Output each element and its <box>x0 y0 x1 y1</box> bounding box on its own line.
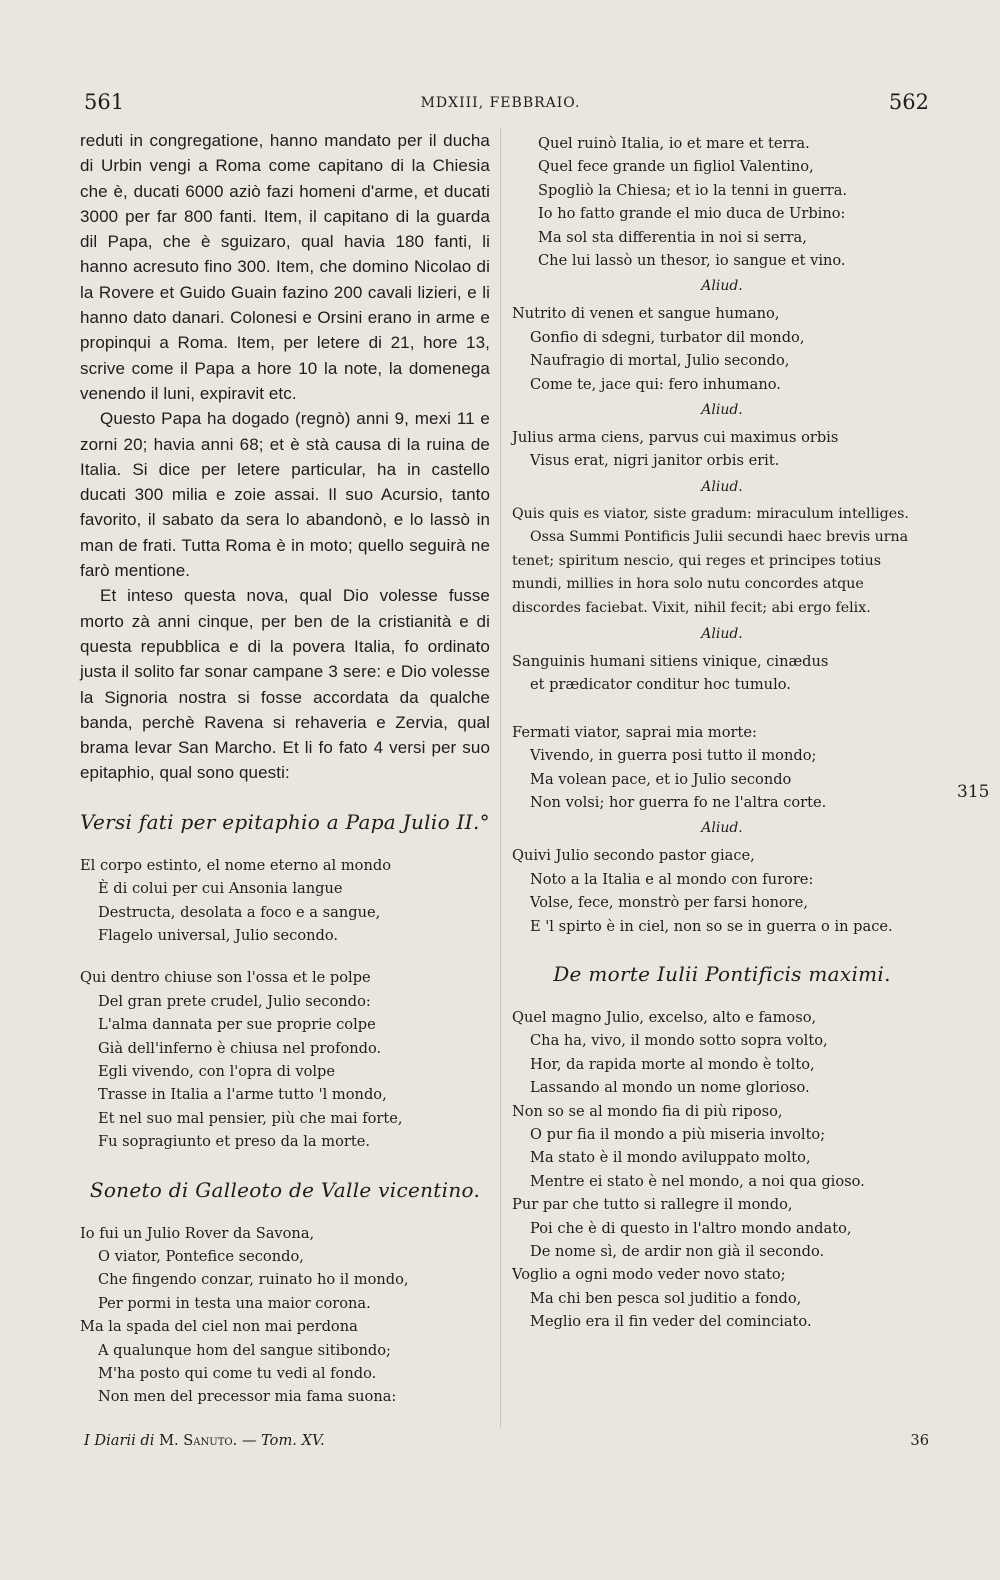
running-title: MDXIII, FEBBRAIO. <box>420 95 581 111</box>
paragraph-1: reduti in congregatione, hanno mandato per il ducha di Urbin vengi a Roma come capitano di la Chiesia che è, ducati 6000 aziò fazi homeni d'arme, et ducati 3000 per far 800 fanti. Item, il capitano di la guarda dil Papa, che è sguizaro, qual havia 180 fanti, li hanno acresuto fino 300. Item, che domino Nicolao di la Rovere et Guido Guain fazino 200 cavali lizieri, e li hanno dato danari. Colonesi e Orsini erano in arme e propinqui a Roma. Item, per letere di 21, hore 13, scrive come il Papa a hore 10 la note, la domenega venendo il luni, expiravit etc. <box>80 131 490 403</box>
verse-line: Poi che è di questo in l'altro mondo andato, <box>530 1219 852 1237</box>
verse-line: L'alma dannata per sue proprie colpe <box>98 1016 376 1034</box>
aliud-heading: Aliud. <box>701 478 743 495</box>
footer-volume: — Tom. XV. <box>237 1432 325 1449</box>
right-column <box>512 132 932 1334</box>
verse-line: Qui dentro chiuse son l'ossa et le polpe <box>80 969 371 987</box>
aliud-heading: Aliud. <box>701 625 743 642</box>
verse-line: E 'l spirto è in ciel, non so se in guerra o in pace. <box>530 917 893 935</box>
verse-line: Non so se al mondo fia di più riposo, <box>512 1102 783 1120</box>
verse-line: Spogliò la Chiesa; et io la tenni in guerra. <box>538 181 848 199</box>
verse-line: Flagelo universal, Julio secondo. <box>98 926 339 944</box>
verse-line: Nutrito di venen et sangue humano, <box>512 305 780 323</box>
signature-number: 36 <box>910 1432 929 1449</box>
aliud-heading: Aliud. <box>701 402 743 419</box>
aliud-heading: Aliud. <box>701 278 743 295</box>
latin-line: mundi, millies in hora solo nutu concordes atque <box>512 576 864 593</box>
poem-epitaph-2 <box>80 966 490 1153</box>
verse-line: Egli vivendo, con l'opra di volpe <box>98 1062 336 1080</box>
verse-line: Voglio a ogni modo veder novo stato; <box>512 1266 786 1284</box>
column-divider <box>500 128 501 1428</box>
verse-line: Come te, jace qui: fero inhumano. <box>530 375 781 393</box>
de-morte-title: De morte Iulii Pontificis maximi. <box>553 961 891 986</box>
verse-line: Gonfio di sdegni, turbator dil mondo, <box>530 328 805 346</box>
verse-line: Cha ha, vivo, il mondo sotto sopra volto, <box>530 1032 828 1050</box>
verse-line: A qualunque hom del sangue sitibondo; <box>98 1341 391 1359</box>
verse-line: Ma la spada del ciel non mai perdona <box>80 1318 358 1336</box>
left-page-number: 561 <box>84 90 125 114</box>
latin-line: Ossa Summi Pontificis Julii secundi haec brevis urna <box>530 529 909 546</box>
page-footer <box>84 1432 929 1456</box>
verse-line: De nome sì, de ardir non già il secondo. <box>530 1243 825 1261</box>
verse-line: Quel magno Julio, excelso, alto e famoso, <box>512 1008 817 1026</box>
verse-line: Non men del precessor mia fama suona: <box>98 1388 397 1406</box>
verse-line: Sanguinis humani sitiens vinique, cinædus <box>512 652 829 670</box>
footer-prefix: I Diarii di <box>84 1432 160 1449</box>
verse-line: Ma volean pace, et io Julio secondo <box>530 770 792 788</box>
verse-line: Pur par che tutto si rallegre il mondo, <box>512 1196 793 1214</box>
margin-number: 315 <box>957 782 990 802</box>
verse-line: Trasse in Italia a l'arme tutto 'l mondo, <box>98 1086 387 1104</box>
verse-line: Già dell'inferno è chiusa nel profondo. <box>98 1039 382 1057</box>
verse-line: Del gran prete crudel, Julio secondo: <box>98 992 371 1010</box>
latin-line: tenet; spiritum nescio, qui reges et principes totius <box>512 552 882 569</box>
verse-line: Julius arma ciens, parvus cui maximus orbis <box>512 429 839 447</box>
verse-line: Quivi Julio secondo pastor giace, <box>512 847 755 865</box>
latin-line: Quis quis es viator, siste gradum: miraculum intelliges. <box>512 505 909 522</box>
verse-line: et prædicator conditur hoc tumulo. <box>530 676 791 694</box>
verse-line: Quel ruinò Italia, io et mare et terra. <box>538 135 810 152</box>
verse-line: Ma sol sta differentia in noi si serra, <box>538 228 807 246</box>
page-header <box>78 90 929 120</box>
verse-line: Volse, fece, monstrò per farsi honore, <box>530 894 809 912</box>
verse-line: Ma chi ben pesca sol juditio a fondo, <box>530 1289 802 1307</box>
verse-line: M'ha posto qui come tu vedi al fondo. <box>98 1365 377 1383</box>
poem-aliud-4 <box>512 721 932 815</box>
verse-line: Io ho fatto grande el mio duca de Urbino: <box>538 205 846 223</box>
verse-line: Lassando al mondo un nome glorioso. <box>530 1079 810 1097</box>
verse-line: Naufragio di mortal, Julio secondo, <box>530 352 790 370</box>
verse-line: O viator, Pontefice secondo, <box>98 1248 304 1265</box>
poem-de-morte <box>512 1006 932 1334</box>
left-column <box>80 128 490 1409</box>
verse-line: Et nel suo mal pensier, più che mai forte, <box>98 1109 403 1127</box>
poem-aliud-5 <box>512 844 932 938</box>
poem-aliud-1 <box>512 302 932 396</box>
poem-aliud-3 <box>512 650 932 697</box>
paragraph-2: Questo Papa ha dogado (regnò) anni 9, mexi 11 e zorni 20; havia anni 68; et è stà causa di la ruina de Italia. Si dice per letere particular, ha in castello ducati 300 milia e zoie assai. Il suo Acursio, tanto favorito, il sabato da sera lo abandonò, e lo lassò in man de frati. Tutta Roma è in moto; quello seguirà ne farò mentione. <box>80 409 490 581</box>
poem-epitaph-1 <box>80 854 490 948</box>
verse-line: Meglio era il fin veder del cominciato. <box>530 1313 812 1331</box>
verse-line: Non volsi; hor guerra fo ne l'altra corte. <box>530 793 827 811</box>
verse-line: Che lui lassò un thesor, io sangue et vino. <box>538 252 846 270</box>
poem-sonnet-continued <box>512 132 932 272</box>
paragraph-3: Et inteso questa nova, qual Dio volesse fusse morto zà anni cinque, per ben de la cristianità e di questa repubblica e di la povera Italia, fo ordinato justa il solito far sonar campane 3 sere: e Dio volesse la Signoria nostra si fosse accordata da qualche banda, perchè Ravena si rehaveria e Zervia, qual brama levar San Marcho. Et li fo fato 4 versi per suo epitaphio, qual sono questi: <box>80 586 490 783</box>
verse-line: Io fui un Julio Rover da Savona, <box>80 1224 315 1242</box>
verse-line: Mentre ei stato è nel mondo, a noi qua gioso. <box>530 1172 865 1190</box>
verse-line: Ma stato è il mondo aviluppato molto, <box>530 1149 811 1167</box>
right-page-number: 562 <box>888 90 929 114</box>
verse-line: O pur fia il mondo a più miseria involto; <box>530 1126 826 1143</box>
verse-line: Fermati viator, saprai mia morte: <box>512 723 757 741</box>
sonnet-title: Soneto di Galleoto de Valle vicentino. <box>89 1177 481 1202</box>
footer-author: M. Sanuto. <box>159 1432 238 1449</box>
latin-epitaph <box>512 503 932 620</box>
verse-line: Hor, da rapida morte al mondo è tolto, <box>530 1055 815 1073</box>
aliud-heading: Aliud. <box>701 820 743 837</box>
verse-line: Che fingendo conzar, ruinato ho il mondo, <box>98 1271 409 1289</box>
verse-line: El corpo estinto, el nome eterno al mondo <box>80 856 391 874</box>
verse-line: Noto a la Italia e al mondo con furore: <box>530 870 814 888</box>
latin-line: discordes faciebat. Vixit, nihil fecit; abi ergo felix. <box>512 599 871 616</box>
prose-block <box>80 128 490 786</box>
epitaph-title: Versi fati per epitaphio a Papa Julio II.° <box>80 809 490 834</box>
verse-line: È di colui per cui Ansonia langue <box>98 880 343 898</box>
poem-sonnet <box>80 1222 490 1409</box>
verse-line: Quel fece grande un figliol Valentino, <box>538 158 814 176</box>
verse-line: Destructa, desolata a foco e a sangue, <box>98 903 381 921</box>
verse-line: Per pormi in testa una maior corona. <box>98 1294 371 1312</box>
verse-line: Visus erat, nigri janitor orbis erit. <box>530 452 780 470</box>
verse-line: Fu sopragiunto et preso da la morte. <box>98 1133 370 1151</box>
poem-aliud-2 <box>512 426 932 473</box>
verse-line: Vivendo, in guerra posi tutto il mondo; <box>530 747 817 765</box>
footer-citation <box>84 1432 325 1449</box>
